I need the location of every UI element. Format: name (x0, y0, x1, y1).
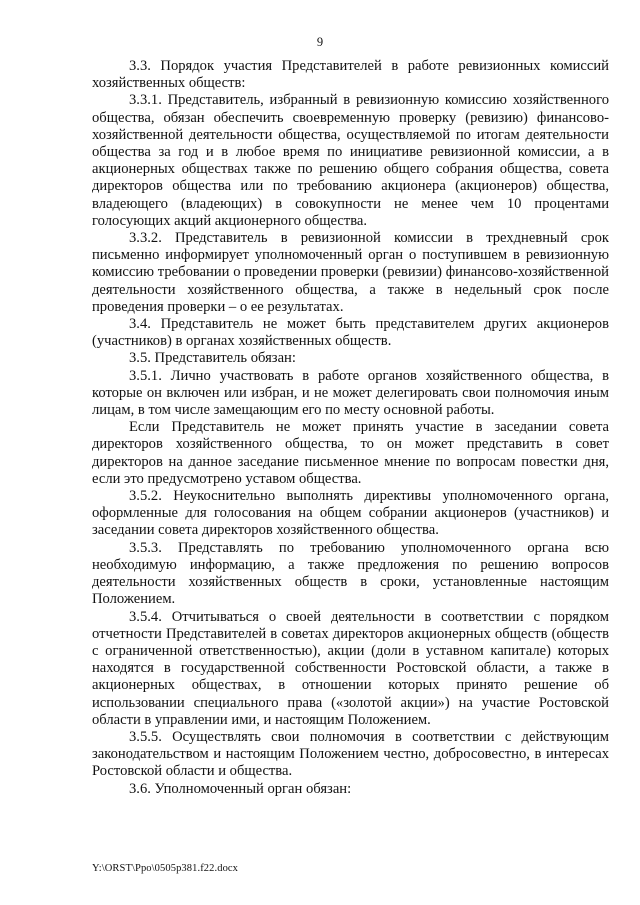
paragraph-3-6: 3.6. Уполномоченный орган обязан: (129, 780, 352, 797)
page-number: 9 (316, 35, 324, 49)
paragraph-3-5-1: 3.5.1. Лично участвовать в работе органов хозяйственного общества, в которые он включен или избран, и не может делегировать свои полномочия иным лицам, в том числе замещающим его по месту основной работы. (92, 367, 609, 419)
paragraph-3-3-2: 3.3.2. Представитель в ревизионной комиссии в трехдневный срок письменно информирует уполномоченный орган о поступившем в ревизионную комиссию требовании о проведении проверки (ревизии) финансово-хозяйственной деятельности хозяйственного общества, а также в недельный срок после проведения проверки – о ее результатах. (92, 230, 609, 315)
paragraph-3-3: 3.3. Порядок участия Представителей в работе ревизионных комиссий хозяйственных обществ: (92, 58, 609, 92)
footer-file-path: Y:\ORST\Ppo\0505p381.f22.docx (92, 863, 239, 874)
paragraph-3-5-1-note: Если Представитель не может принять участие в заседании совета директоров хозяйственного общества, то он может представить в совет директоров на данное заседание письменное мнение по вопросам повестки дня, если это предусмотрено уставом общества. (92, 419, 609, 487)
paragraph-3-5: 3.5. Представитель обязан: (129, 350, 296, 367)
paragraph-3-5-5: 3.5.5. Осуществлять свои полномочия в соответствии с действующим законодательством и настоящим Положением честно, добросовестно, в интересах Ростовской области и общества. (92, 728, 609, 780)
paragraph-3-5-3: 3.5.3. Представлять по требованию уполномоченного органа всю необходимую информацию, а также предложения по решению вопросов деятельности хозяйственных обществ в сроки, установленные настоящим Положением. (92, 539, 609, 608)
paragraph-3-5-2: 3.5.2. Неукоснительно выполнять директивы уполномоченного органа, оформленные для голосования на общем собрании акционеров (участников) и заседании совета директоров хозяйственного общества. (92, 488, 609, 539)
paragraph-3-4: 3.4. Представитель не может быть представителем других акционеров (участников) в органах хозяйственных обществ. (92, 316, 609, 350)
paragraph-3-5-4: 3.5.4. Отчитываться о своей деятельности в соответствии с порядком отчетности Представителей в советах директоров акционерных обществ (обществ с ограниченной ответственностью), акции (доли в уставном капитале) которых находятся в государственной собственности Ростовской области, а также в акционерных обществах, в отношении которых принято решение об использовании специального права («золотой акции») на участие Ростовской области в управлении ими, и настоящим Положением. (92, 608, 609, 728)
paragraph-3-3-1: 3.3.1. Представитель, избранный в ревизионную комиссию хозяйственного общества, обязан обеспечить своевременную проверку (ревизию) финансово-хозяйственной деятельности общества, осуществляемой по итогам деятельности общества за год и в любое время по инициативе ревизионной комиссии, а в акционерных обществах также по решению общего собрания общества, совета директоров общества или по требованию акционера (акционеров) общества, владеющего (владеющих) в совокупности не менее чем 10 процентами голосующих акций акционерного общества. (92, 92, 609, 229)
document-body (92, 58, 609, 798)
